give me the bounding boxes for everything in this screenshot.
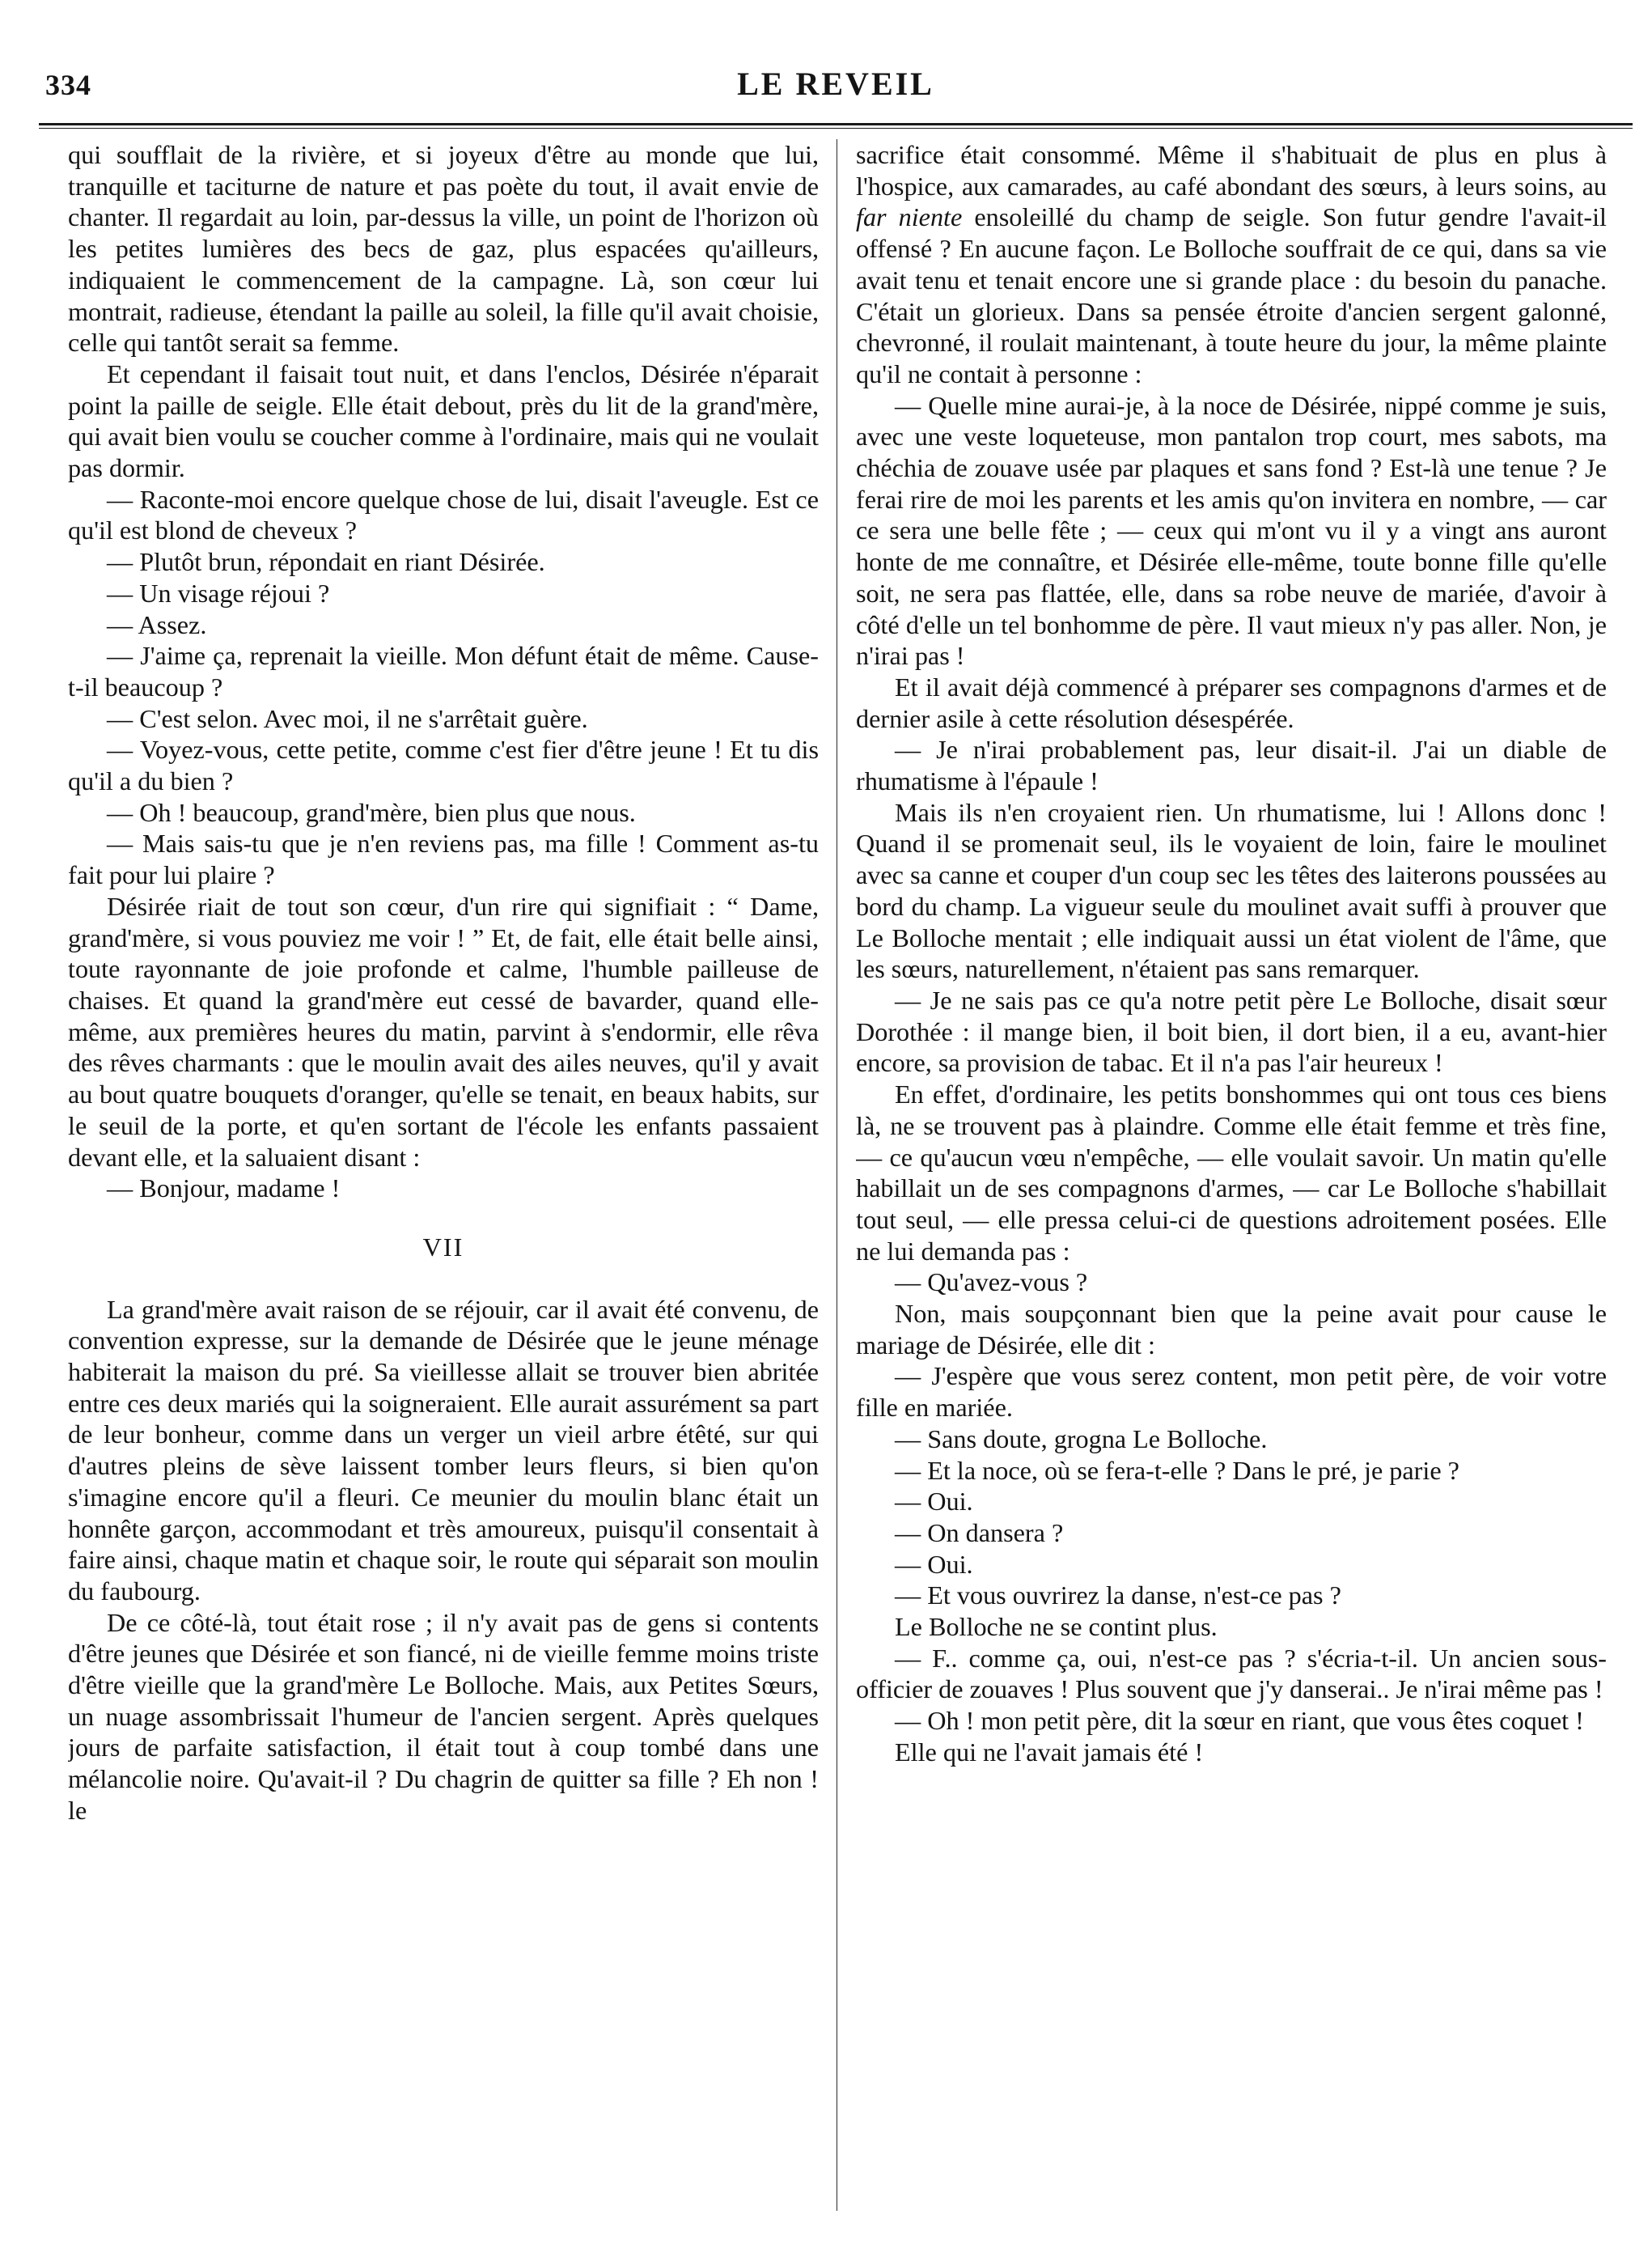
dialogue-line: — Assez. [107,609,207,639]
paragraph: Désirée riait de tout son cœur, d'un rire qui signifiait : “ Dame, grand'mère, si vous pouviez me voir ! ” Et, de fait, elle était belle ainsi, toute rayonnante de joie profonde et calme, l'humble pailleuse de chaises. Et quand la grand'mère eut cessé de bavarder, quand elle-même, aux premières heures du matin, parvint à s'endormir, elle rêva des rêves charmants : que le moulin avait des ailes neuves, qu'il y avait au bout quatre bouquets d'oranger, qu'elle se tenait, en beaux habits, sur le seuil de la porte, et qu'en sortant de l'école les enfants passaient devant elle, et la saluaient disant : [68,891,819,1172]
chapter-heading: VII [422,1232,464,1262]
header-rule-thin [39,128,1633,129]
left-column [68,139,819,2235]
paragraph [856,139,1607,390]
page-header [39,63,1633,113]
dialogue-line: — Plutôt brun, répondait en riant Désirée. [107,547,545,577]
dialogue-line: — Et la noce, où se fera-t-elle ? Dans le pré, je parie ? [895,1455,1459,1485]
page-number: 334 [45,69,91,101]
paragraph: La grand'mère avait raison de se réjouir, car il avait été convenu, de convention expresse, sur la demande de Désirée que le jeune ménage habiterait la maison du pré. Sa vieillesse allait se trouver bien abritée entre ces deux mariés qui la soigneraient. Elle aurait assurément sa part de leur bonheur, comme dans un verger un vieil arbre étêté, sur qui d'autres pleins de sève laissent tomber leurs fleurs, si bien qu'on s'imagine encore qu'il a fleuri. Ce meunier du moulin blanc était un honnête garçon, accommodant et très amoureux, puisqu'il consentait à faire ainsi, chaque matin et chaque soir, le route qui séparait son moulin du faubourg. [68,1294,819,1606]
paragraph: qui soufflait de la rivière, et si joyeux d'être au monde que lui, tranquille et taciturne de nature et pas poète du tout, il avait envie de chanter. Il regardait au loin, par-dessus la ville, un point de l'horizon où les petites lumières des becs de gaz, plus espacées qu'ailleurs, indiquaient le commencement de la campagne. Là, son cœur lui montrait, radieuse, étendant la paille au soleil, la fille qu'il avait choisie, celle qui tantôt serait sa femme. [68,140,819,358]
dialogue-line: — Qu'avez-vous ? [895,1267,1088,1297]
dialogue-line: — Mais sais-tu que je n'en reviens pas, ma fille ! Comment as-tu fait pour lui plaire ? [68,829,819,890]
paragraph: En effet, d'ordinaire, les petits bonshommes qui ont tous ces biens là, ne se trouvent pas à plaindre. Comme elle était femme et très fine, — ce qu'aucun vœu n'empêche, — elle voulait savoir. Un matin qu'elle habillait un de ses compagnons d'armes, — car Le Bolloche s'habillait tout seul, — elle pressa celui-ci de questions adroitement posées. Elle ne lui demanda pas : [856,1080,1607,1266]
dialogue-line: — Sans doute, grogna Le Bolloche. [895,1423,1268,1453]
dialogue-line: — Quelle mine aurai-je, à la noce de Désirée, nippé comme je suis, avec une veste loqueteuse, mon pantalon trop court, mes sabots, ma chéchia de zouave usée par plaques et sans fond ? Est-là une tenue ? Je ferai rire de moi les parents et les amis qu'on invitera en nombre, — car ce sera une belle fête ; — ceux qui m'ont vu il y a vingt ans auront honte de me connaître, et Désirée elle-même, toute bonne fille qu'elle soit, ne sera pas flattée, elle, dans sa robe neuve de mariée, d'avoir à côté d'elle un tel bonhomme de père. Il vaut mieux n'y pas aller. Non, je n'irai pas ! [856,390,1607,671]
dialogue-line: — Et vous ouvrirez la danse, n'est-ce pas ? [895,1580,1341,1610]
dialogue-line: — Je ne sais pas ce qu'a notre petit père Le Bolloche, disait sœur Dorothée : il mange bien, il boit bien, il dort bien, il a eu, avant-hier encore, sa provision de tabac. Et il n'a pas l'air heureux ! [856,985,1607,1078]
dialogue-line: — F.. comme ça, oui, n'est-ce pas ? s'écria-t-il. Un ancien sous-officier de zouaves ! Plus souvent que j'y danserai.. Je n'irai même pas ! [856,1643,1607,1704]
dialogue-line: — Bonjour, madame ! [107,1173,341,1203]
header-rule [39,123,1633,125]
dialogue-line: — C'est selon. Avec moi, il ne s'arrêtait guère. [107,703,588,733]
dialogue-line: — On dansera ? [895,1517,1064,1547]
paragraph: Mais ils n'en croyaient rien. Un rhumatisme, lui ! Allons donc ! Quand il se promenait seul, ils le voyaient de loin, faire le moulinet avec sa canne et couper d'un coup sec les têtes des laiterons poussées au bord du champ. La vigueur seule du moulinet avait suffi à prouver que Le Bolloche mentait ; elle indiquait aussi un état violent de l'âme, que les sœurs, naturellement, n'étaient pas sans remarquer. [856,797,1607,984]
paragraph: Le Bolloche ne se contint plus. [895,1612,1218,1642]
text-run: sacrifice était consommé. Même il s'habituait de plus en plus à l'hospice, aux camarades, au café abondant des sœurs, à leurs soins, au [856,140,1607,201]
paragraph: Et cependant il faisait tout nuit, et dans l'enclos, Désirée n'éparait point la paille de seigle. Elle était debout, près du lit de la grand'mère, qui avait bien voulu se coucher comme à l'ordinaire, mais qui ne voulait pas dormir. [68,358,819,483]
dialogue-line: — Oh ! beaucoup, grand'mère, bien plus que nous. [107,797,636,827]
journal-title: LE REVEIL [737,66,934,102]
text-run: ensoleillé du champ de seigle. Son futur gendre l'avait-il offensé ? En aucune façon. Le Bolloche souffrait de ce qui, dans sa vie avait tenu et tenait encore une si grande place : du besoin du panache. C'était un glorieux. Dans sa pensée étroite d'ancien sergent galonné, chevronné, il roulait maintenant, à toute heure du jour, la même plainte qu'il ne contait à personne : [856,202,1607,388]
italic-phrase: far niente [856,202,963,232]
dialogue-line: — Oh ! mon petit père, dit la sœur en riant, que vous êtes coquet ! [895,1706,1584,1736]
dialogue-line: — Je n'irai probablement pas, leur disait-il. J'ai un diable de rhumatisme à l'épaule ! [856,735,1607,796]
dialogue-line: — Raconte-moi encore quelque chose de lui, disait l'aveugle. Est ce qu'il est blond de cheveux ? [68,484,819,545]
dialogue-line: — Voyez-vous, cette petite, comme c'est fier d'être jeune ! Et tu dis qu'il a du bien ? [68,735,819,796]
right-column [856,139,1607,2235]
dialogue-line: — Oui. [895,1549,973,1579]
paragraph: De ce côté-là, tout était rose ; il n'y avait pas de gens si contents d'être jeunes que Désirée et son fiancé, ni de vieille femme moins triste d'être vieille que la grand'mère Le Bolloche. Mais, aux Petites Sœurs, un nuage assombrissait l'humeur de l'ancien sergent. Après quelques jours de parfaite satisfaction, il était tout à coup tombé dans une mélancolie noire. Qu'avait-il ? Du chagrin de quitter sa fille ? Eh non ! le [68,1607,819,1825]
dialogue-line: — J'espère que vous serez content, mon petit père, de voir votre fille en mariée. [856,1361,1607,1423]
paragraph: Non, mais soupçonnant bien que la peine avait pour cause le mariage de Désirée, elle dit : [856,1299,1607,1360]
paragraph: Et il avait déjà commencé à préparer ses compagnons d'armes et de dernier asile à cette résolution désespérée. [856,672,1607,733]
dialogue-line: — Un visage réjoui ? [107,578,330,608]
dialogue-line: — Oui. [895,1487,973,1517]
dialogue-line: — J'aime ça, reprenait la vieille. Mon défunt était de même. Cause-t-il beaucoup ? [68,641,819,702]
paragraph: Elle qui ne l'avait jamais été ! [895,1737,1204,1767]
